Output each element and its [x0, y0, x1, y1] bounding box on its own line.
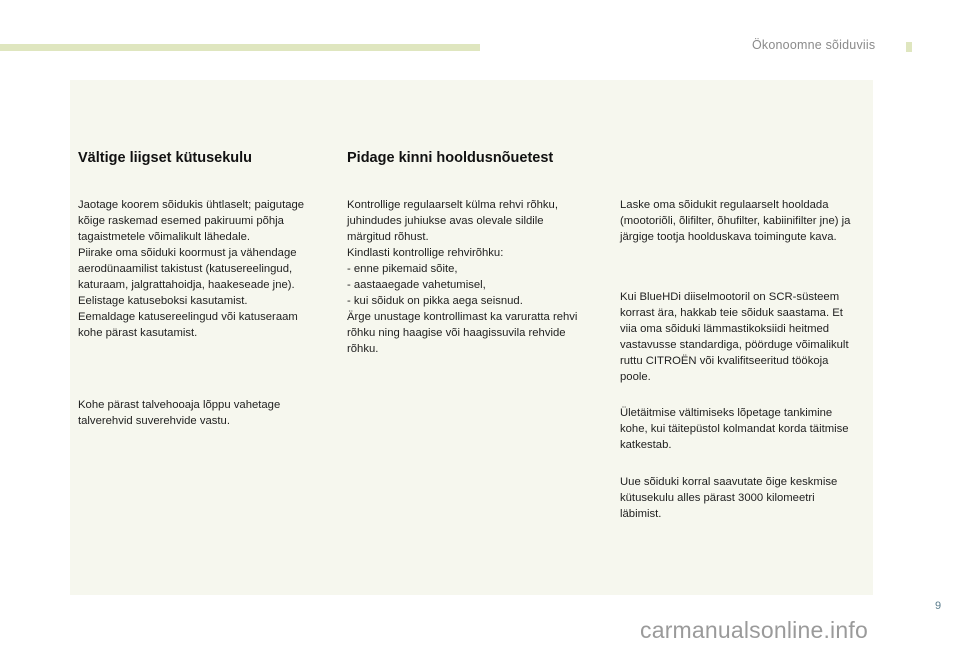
- watermark-text: carmanualsonline.info: [640, 617, 868, 643]
- right-column-refuel: [620, 405, 875, 453]
- scr-system-paragraph: Kui BlueHDi diiselmootoril on SCR-süsteem korrast ära, hakkab teie sõiduk saastama. Et viia oma sõiduki lämmastikoksiidi heitmed vastavusse standardiga, pöörduge võimalikult ruttu CITROËN või kvalifitseeritud töökoja poole.: [620, 291, 849, 383]
- left-column-tyres: [78, 397, 338, 429]
- refuelling-paragraph: Ületäitmise vältimiseks lõpetage tankimine kohe, kui täitepüstol kolmandat korda täitmise katkestab.: [620, 407, 849, 451]
- right-column-new-vehicle: [620, 474, 875, 522]
- header-accent-bar: [0, 44, 480, 51]
- page-number: 9: [935, 600, 942, 612]
- middle-column: [347, 197, 607, 357]
- right-column-scr: [620, 289, 875, 385]
- right-column-service: [620, 197, 875, 245]
- service-paragraph: Laske oma sõidukit regulaarselt hooldada (mootoriõli, õlifilter, õhufilter, kabiinifilter jne) ja järgige tootja hoolduskava toimingute kava.: [620, 199, 851, 243]
- header-marker: [906, 42, 912, 52]
- left-column: [78, 197, 338, 341]
- tyre-pressure-paragraph: Kontrollige regulaarselt külma rehvi rõhku, juhindudes juhiukse avas olevale sildile märgitud rõhust. Kindlasti kontrollige rehvirõhku: - enne pikemaid sõite, - aastaaegade vahetumisel, - kui sõiduk on pikka aega seisnud. Ärge unustage kontrollimast ka varuratta rehvi rõhku ning haagise või haagissuvila rehvide rõhku.: [347, 199, 578, 355]
- fuel-load-paragraph: Jaotage koorem sõidukis ühtlaselt; paigutage kõige raskemad esemed pakiruumi põhja tagaistmetele võimalikult lähedale. Piirake oma sõiduki koormust ja vähendage aerodünaamilist takistust (katusereelingud, katuraam, jalgrattahoidja, haakeseade jne). Eelistage katuseboksi kasutamist. Eemaldage katusereelingud või katuseraam kohe pärast kasutamist.: [78, 199, 305, 339]
- section-title: Ökonoomne sõiduviis: [752, 38, 876, 52]
- middle-column-heading: Pidage kinni hooldusnõuetest: [347, 150, 554, 166]
- winter-tyres-paragraph: Kohe pärast talvehooaja lõppu vahetage talverehvid suverehvide vastu.: [78, 399, 281, 427]
- new-vehicle-paragraph: Uue sõiduki korral saavutate õige keskmise kütusekulu alles pärast 3000 kilomeetri läbimist.: [620, 476, 838, 520]
- left-column-heading: Vältige liigset kütusekulu: [78, 150, 253, 166]
